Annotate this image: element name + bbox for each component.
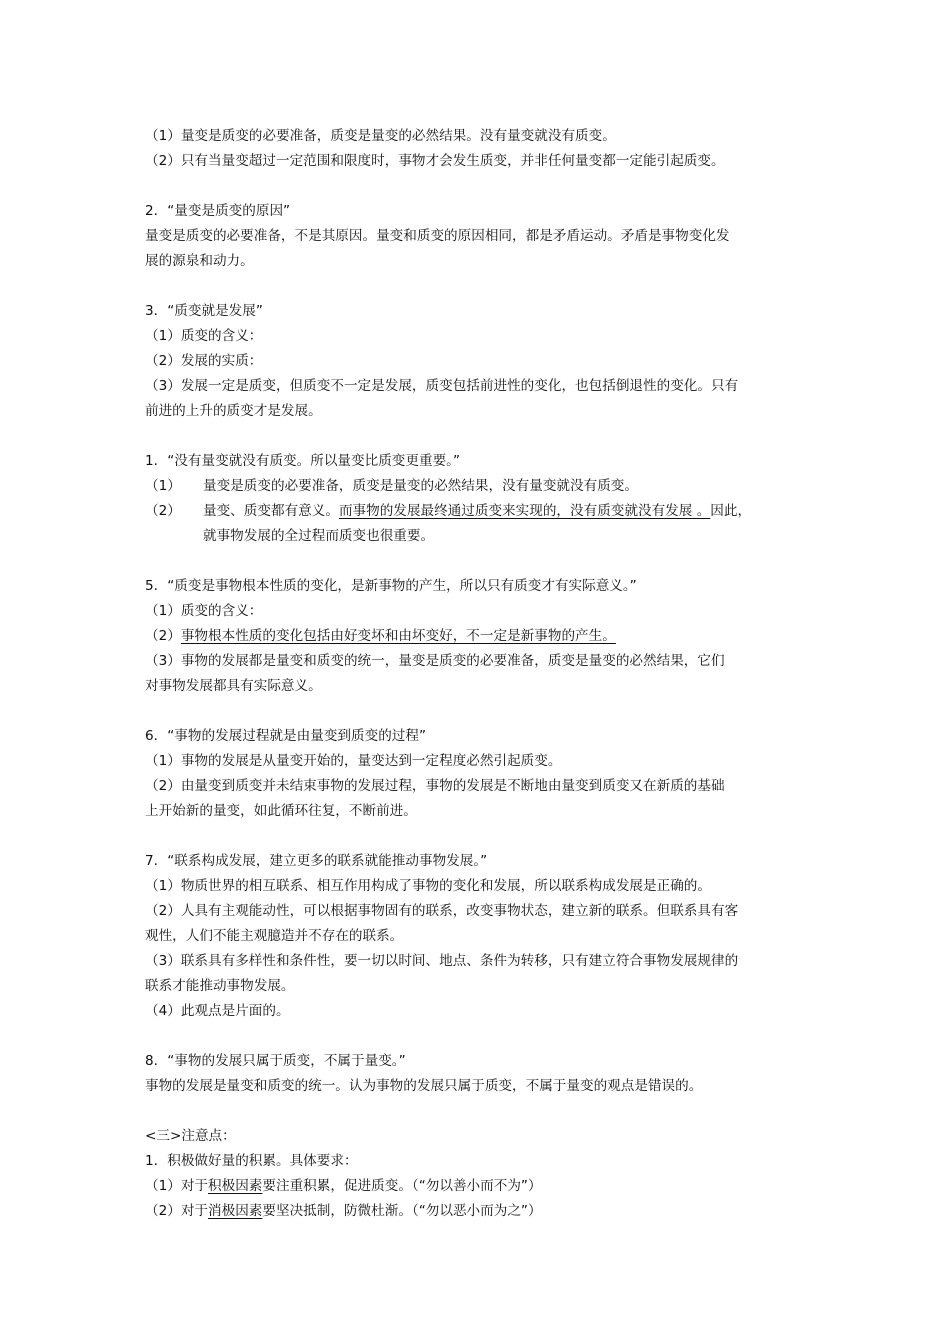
list-item: （2）人具有主观能动性，可以根据事物固有的联系，改变事物状态，建立新的联系。但联系具有客 <box>145 903 739 919</box>
list-item <box>145 474 825 499</box>
spacer <box>145 549 825 574</box>
paragraph: （2）只有当量变超过一定范围和限度时，事物才会发生质变，并非任何量变都一定能引起质变。 <box>145 153 725 169</box>
list-item: （3）联系具有多样性和条件性，要一切以时间、地点、条件为转移，只有建立符合事物发展规律的 <box>145 953 739 969</box>
list-item: （2）发展的实质： <box>145 353 263 369</box>
text-run: 量变、质变都有意义。 <box>203 503 339 519</box>
list-number: （1） <box>145 478 181 494</box>
list-item: （2）由量变到质变并未结束事物的发展过程，事物的发展是不断地由量变到质变又在新质的基础 <box>145 778 725 794</box>
spacer <box>145 1099 825 1124</box>
list-heading: 1．积极做好量的积累。具体要求： <box>145 1153 358 1169</box>
list-item: （1）物质世界的相互联系、相互作用构成了事物的变化和发展，所以联系构成发展是正确的。 <box>145 878 711 894</box>
list-item: （4）此观点是片面的。 <box>145 1003 290 1019</box>
paragraph: 事物的发展是量变和质变的统一。认为事物的发展只属于质变，不属于量变的观点是错误的。 <box>145 1078 703 1094</box>
list-item: （1）事物的发展是从量变开始的，量变达到一定程度必然引起质变。 <box>145 753 562 769</box>
spacer <box>145 699 825 724</box>
list-item: （1）质变的含义： <box>145 328 263 344</box>
list-text: 量变是质变的必要准备，质变是量变的必然结果，没有量变就没有质变。 <box>203 478 638 494</box>
text-run: （2） <box>145 628 181 644</box>
underlined-text: 而事物的发展最终通过质变来实现的，没有质变就没有发展 。 <box>338 503 711 519</box>
list-item: （3）发展一定是质变，但质变不一定是发展，质变包括前进性的变化，也包括倒退性的变化。只有 <box>145 378 739 394</box>
list-item <box>145 1199 825 1224</box>
paragraph: 量变是质变的必要准备，不是其原因。量变和质变的原因相同，都是矛盾运动。矛盾是事物变化发 <box>145 228 730 244</box>
section-heading: 3．“质变就是发展” <box>145 303 263 319</box>
list-item-continued: 联系才能推动事物发展。 <box>145 978 295 994</box>
section-heading: 5．“质变是事物根本性质的变化，是新事物的产生，所以只有质变才有实际意义。” <box>145 578 637 594</box>
list-item: （1）质变的含义： <box>145 603 263 619</box>
list-item-continued: 前进的上升的质变才是发展。 <box>145 403 322 419</box>
spacer <box>145 824 825 849</box>
spacer <box>145 274 825 299</box>
text-run: 因此， <box>710 503 752 519</box>
list-item: （3）事物的发展都是量变和质变的统一，量变是质变的必要准备，质变是量变的必然结果，它们 <box>145 653 725 669</box>
section-heading: 2．“量变是质变的原因” <box>145 203 291 219</box>
spacer <box>145 1024 825 1049</box>
text-run: （2）对于 <box>145 1203 209 1219</box>
list-text <box>203 499 825 524</box>
underlined-text: 消极因素 <box>208 1203 263 1219</box>
underlined-text: 事物根本性质的变化包括由好变坏和由坏变好，不一定是新事物的产生。 <box>180 628 616 644</box>
section-heading: 7．“联系构成发展，建立更多的联系就能推动事物发展。” <box>145 853 488 869</box>
spacer <box>145 424 825 449</box>
document-page <box>145 124 825 1224</box>
list-item <box>145 1174 825 1199</box>
section-heading: 8．“事物的发展只属于质变，不属于量变。” <box>145 1053 406 1069</box>
list-item-continued: 对事物发展都具有实际意义。 <box>145 678 322 694</box>
list-item <box>145 624 825 649</box>
list-item-continued: 上开始新的量变，如此循环往复，不断前进。 <box>145 803 417 819</box>
section-heading: 6．“事物的发展过程就是由量变到质变的过程” <box>145 728 427 744</box>
list-item <box>145 499 825 524</box>
text-run: 要坚决抵制，防微杜渐。（“勿以恶小而为之”） <box>262 1203 542 1219</box>
spacer <box>145 174 825 199</box>
text-run: （1）对于 <box>145 1178 209 1194</box>
paragraph: （1）量变是质变的必要准备，质变是量变的必然结果。没有量变就没有质变。 <box>145 128 616 144</box>
list-item-continued: 就事物发展的全过程而质变也很重要。 <box>203 528 435 544</box>
section-heading: <三>注意点： <box>145 1128 236 1144</box>
list-item-continued: 观性，人们不能主观臆造并不存在的联系。 <box>145 928 404 944</box>
list-number: （2） <box>145 503 181 519</box>
paragraph: 展的源泉和动力。 <box>145 253 254 269</box>
underlined-text: 积极因素 <box>208 1178 263 1194</box>
section-heading: 1．“没有量变就没有质变。所以量变比质变更重要。” <box>145 453 460 469</box>
text-run: 要注重积累，促进质变。（“勿以善小而不为”） <box>262 1178 542 1194</box>
